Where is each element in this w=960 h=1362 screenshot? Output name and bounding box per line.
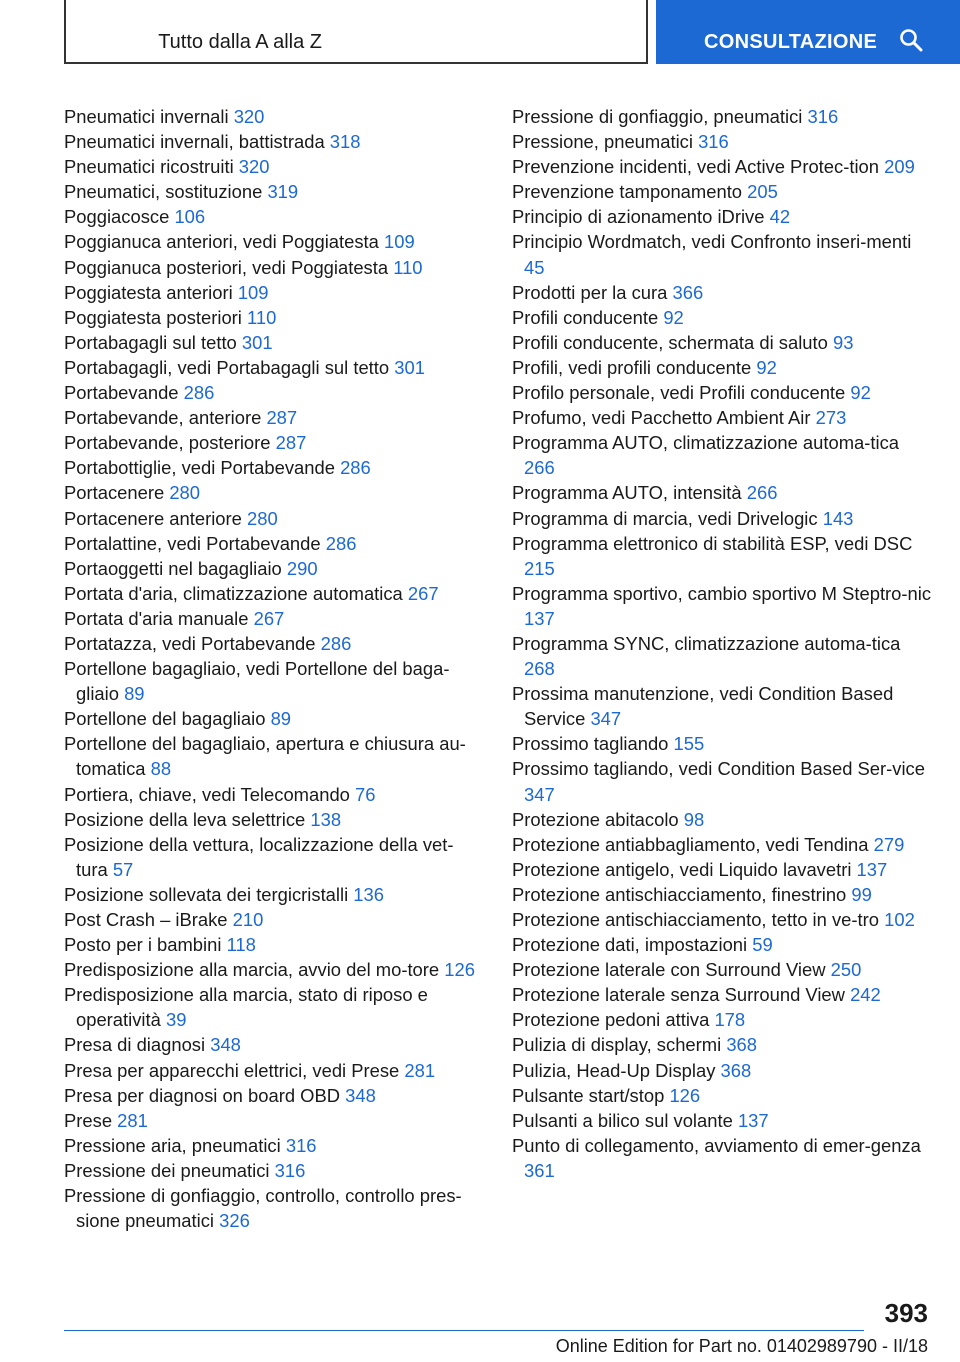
page-link[interactable]: 143 [822,507,854,529]
page-link[interactable]: 39 [165,1009,187,1031]
page-link[interactable]: 368 [726,1034,757,1056]
page-link[interactable]: 266 [746,482,778,504]
entry-text: Pressione di gonfiaggio, pneumatici [512,106,803,127]
entry-text: Portacenere anteriore [64,507,242,529]
footer-text: Online Edition for Part no. 01402989790 - II/18 [555,1336,928,1356]
index-entry [512,1058,932,1083]
footer-rule [64,1330,864,1331]
index-entry [512,907,932,932]
page-link[interactable]: 109 [384,231,415,253]
page-link[interactable]: 286 [340,457,371,479]
index-entry [512,731,932,756]
entry-text: Protezione antischiacciamento, finestrino [512,883,847,905]
page-link[interactable]: 347 [524,783,555,805]
page-link[interactable]: 267 [407,582,439,604]
index-entry [64,731,484,781]
page-link[interactable]: 348 [210,1034,241,1056]
page-link[interactable]: 318 [329,131,361,153]
entry-text: Protezione pedoni attiva [512,1009,710,1031]
entry-text: Punto di collegamento, avviamento di emer-genza [512,1134,921,1156]
page-link[interactable]: 210 [232,909,264,930]
page-link[interactable]: 92 [756,356,777,378]
page-link[interactable]: 279 [873,833,905,855]
entry-text: Portatazza, vedi Portabevande [64,632,316,654]
entry-text: Presa per apparecchi elettrici, vedi Prese [64,1059,400,1081]
page-link[interactable]: 281 [404,1059,436,1081]
entry-text: Poggiatesta posteriori [64,306,242,328]
index-entry [512,857,932,882]
index-entry [64,480,484,505]
entry-text: Portata d'aria, climatizzazione automatica [64,582,403,604]
page-link[interactable]: 42 [769,206,791,228]
tab-consultazione[interactable] [656,0,960,64]
page-link[interactable]: 290 [286,557,318,579]
page-link[interactable]: 137 [737,1109,769,1131]
index-entry [512,932,932,957]
entry-text: Protezione laterale senza Surround View [512,984,845,1006]
index-entry [512,305,932,330]
entry-text: Portata d'aria manuale [64,607,249,629]
index-entry [64,179,484,204]
entry-text: Pulsante start/stop [512,1084,665,1106]
entry-text: Programma SYNC, climatizzazione automa-tica [512,632,901,654]
entry-text: Pulizia di display, schermi [512,1034,722,1056]
page-link[interactable]: 88 [150,758,172,780]
index-entry [512,1133,932,1183]
entry-text: Poggiacosce [64,206,170,228]
index-entry [512,882,932,907]
page-link[interactable]: 319 [267,181,299,203]
entry-text: Presa di diagnosi [64,1034,206,1056]
index-entry [64,129,484,154]
entry-text: Prossima manutenzione, vedi Condition Based Service [512,683,894,730]
index-entry [512,631,932,681]
index-entry [64,380,484,405]
page-link[interactable]: 57 [112,858,134,880]
page-link[interactable]: 76 [355,783,376,805]
entry-text: Portellone del bagagliaio [64,708,266,730]
entry-text: Predisposizione alla marcia, avvio del mo-tore [64,959,440,981]
index-entry [64,556,484,581]
entry-text: Prossimo tagliando, vedi Condition Based Ser-vice [512,758,925,780]
entry-text: Poggianuca posteriori, vedi Poggiatesta [64,256,389,278]
page-link[interactable]: 301 [394,356,425,378]
index-entry [512,330,932,355]
index-entry [512,104,932,129]
entry-text: Portabevande, posteriore [64,432,271,454]
index-entry [512,229,932,279]
index-entry [64,255,484,280]
entry-text: Portalattine, vedi Portabevande [64,532,321,554]
page-link[interactable]: 215 [524,557,555,579]
page-link[interactable]: 361 [524,1159,555,1181]
entry-text: Portacenere [64,482,165,504]
page-link[interactable]: 287 [266,407,298,429]
page-link[interactable]: 366 [672,281,704,303]
entry-text: Programma AUTO, intensità [512,482,742,504]
entry-text: Pulsanti a bilico sul volante [512,1109,733,1131]
entry-text: Poggiatesta anteriori [64,281,233,303]
index-entry [512,581,932,631]
index-entry [64,1083,484,1108]
entry-text: Posto per i bambini [64,934,222,956]
entry-text: Posizione sollevata dei tergicristalli [64,883,349,905]
entry-text: Pressione aria, pneumatici [64,1134,281,1156]
page-link[interactable]: 301 [241,331,273,353]
index-entry [64,430,484,455]
index-entry [512,1032,932,1057]
index-entry [512,756,932,806]
index-entry [64,280,484,305]
entry-text: Protezione abitacolo [512,808,679,830]
entry-text: Prevenzione incidenti, vedi Active Protec-tion [512,156,879,178]
page-link[interactable]: 92 [663,306,684,328]
page-link[interactable]: 45 [524,256,545,278]
index-entry [512,204,932,229]
index-entry [64,455,484,480]
page-link[interactable]: 110 [393,256,423,278]
entry-text: Posizione della leva selettrice [64,808,306,830]
index-column-left [64,104,484,1233]
page-link[interactable]: 89 [270,708,292,730]
index-entry [512,355,932,380]
index-entry [64,631,484,656]
index-entry [512,832,932,857]
page-link[interactable]: 178 [714,1009,746,1031]
page-link[interactable]: 316 [698,131,729,153]
entry-text: Principio Wordmatch, vedi Confronto inseri-menti [512,231,912,253]
page-link[interactable]: 155 [673,733,705,755]
page-link[interactable]: 286 [320,632,352,654]
index-entry [64,1133,484,1158]
page-link[interactable]: 316 [285,1134,317,1156]
page-link[interactable]: 137 [856,858,888,880]
entry-text: Portabagagli, vedi Portabagagli sul tetto [64,356,390,378]
entry-text: Pressione dei pneumatici [64,1159,270,1181]
entry-text: Portaoggetti nel bagagliaio [64,557,282,579]
page-link[interactable]: 118 [226,934,256,956]
page-link[interactable]: 368 [720,1059,752,1081]
entry-text: Pressione, pneumatici [512,131,693,153]
entry-text: Pneumatici ricostruiti [64,156,234,178]
entry-text: Profumo, vedi Pacchetto Ambient Air [512,407,811,429]
page-link[interactable]: 348 [345,1084,376,1106]
index-entry [512,129,932,154]
entry-text: Pneumatici, sostituzione [64,181,263,203]
index-entry [512,1108,932,1133]
page-link[interactable]: 92 [850,382,871,404]
index-entry [64,104,484,129]
entry-text: Prese [64,1109,113,1131]
page-link[interactable]: 273 [815,407,847,429]
page-link[interactable]: 320 [233,106,265,127]
page-link[interactable]: 250 [830,959,862,981]
page-link[interactable]: 347 [590,708,622,730]
index-entry [512,280,932,305]
entry-text: Protezione antiabbagliamento, vedi Tendina [512,833,869,855]
index-entry [512,480,932,505]
page-link[interactable]: 242 [850,984,881,1006]
page-link[interactable]: 326 [219,1210,250,1232]
index-entry [64,832,484,882]
index-entry [64,907,484,932]
entry-text: Predisposizione alla marcia, stato di riposo e operatività [64,984,428,1031]
index-entry [512,957,932,982]
page-link[interactable]: 93 [833,331,854,353]
entry-text: Portabevande, anteriore [64,407,262,429]
index-entry [64,1183,484,1233]
entry-text: Poggianuca anteriori, vedi Poggiatesta [64,231,379,253]
entry-text: Principio di azionamento iDrive [512,206,765,228]
index-entry [64,506,484,531]
page-link[interactable]: 205 [747,181,778,203]
entry-text: Programma AUTO, climatizzazione automa-tica [512,432,900,454]
page-link[interactable]: 110 [247,306,277,328]
page-link[interactable]: 280 [169,482,201,504]
index-entry [512,982,932,1007]
entry-text: Profili, vedi profili conducente [512,356,752,378]
index-column-right [512,104,932,1183]
header-box [64,0,648,64]
index-entry [64,1058,484,1083]
page-link[interactable]: 280 [247,507,278,529]
page-link[interactable]: 106 [174,206,206,228]
index-entry [64,531,484,556]
index-entry [64,606,484,631]
index-entry [64,229,484,254]
index-entry [512,430,932,480]
index-entry [512,531,932,581]
index-entry [64,957,484,982]
page-link[interactable]: 137 [524,607,555,629]
search-icon[interactable] [899,28,923,52]
page-link[interactable]: 286 [325,532,357,554]
entry-text: Portellone del bagagliaio, apertura e chiusura au-tomatica [64,733,466,780]
page-link[interactable]: 320 [238,156,270,178]
entry-text: Portabottiglie, vedi Portabevande [64,457,335,479]
entry-text: Prevenzione tamponamento [512,181,743,203]
page-link[interactable]: 89 [124,683,145,705]
entry-text: Programma di marcia, vedi Drivelogic [512,507,818,529]
index-entry [512,179,932,204]
entry-text: Profili conducente [512,306,659,328]
index-entry [64,706,484,731]
index-entry [64,782,484,807]
page-link[interactable]: 268 [524,658,555,680]
index-entry [64,330,484,355]
page-link[interactable]: 99 [851,883,872,905]
index-entry [64,1032,484,1057]
page-link[interactable]: 109 [237,281,269,303]
entry-text: Portellone bagagliaio, vedi Portellone del baga-gliaio [64,658,450,705]
page-link[interactable]: 209 [884,156,915,178]
entry-text: Protezione laterale con Surround View [512,959,826,981]
page-link[interactable]: 287 [275,432,307,454]
entry-text: Pneumatici invernali [64,106,229,127]
entry-text: Prossimo tagliando [512,733,669,755]
page-link[interactable]: 126 [669,1084,701,1106]
index-entry [512,405,932,430]
page-link[interactable]: 266 [524,457,555,479]
index-entry [512,807,932,832]
index-entry [64,581,484,606]
index-entry [64,1108,484,1133]
entry-text: Programma elettronico di stabilità ESP, vedi DSC [512,532,913,554]
index-entry [512,1083,932,1108]
index-entry [64,305,484,330]
index-entry [64,882,484,907]
entry-text: Portabagagli sul tetto [64,331,237,353]
page-link[interactable]: 267 [253,607,285,629]
entry-text: Post Crash – iBrake [64,909,228,930]
page-link[interactable]: 316 [807,106,839,127]
index-entry [64,982,484,1032]
entry-text: Pulizia, Head-Up Display [512,1059,716,1081]
page-link[interactable]: 138 [310,808,342,830]
index-entry [512,154,932,179]
entry-text: Presa per diagnosi on board OBD [64,1084,341,1106]
index-entry [64,154,484,179]
entry-text: Protezione dati, impostazioni [512,934,748,956]
entry-text: Programma sportivo, cambio sportivo M Steptro-nic [512,582,932,604]
entry-text: Profili conducente, schermata di saluto [512,331,828,353]
index-entry [64,1158,484,1183]
entry-text: Portabevande [64,382,179,404]
page-link[interactable]: 98 [683,808,705,830]
entry-text: Portiera, chiave, vedi Telecomando [64,783,350,805]
entry-text: Protezione antigelo, vedi Liquido lavavetri [512,858,852,880]
index-entry [512,506,932,531]
page-number: 393 [884,1298,928,1328]
entry-text: Pressione di gonfiaggio, controllo, controllo pres-sione pneumatici [64,1185,462,1232]
page-link[interactable]: 126 [444,959,475,981]
index-entry [64,204,484,229]
index-entry [64,405,484,430]
entry-text: Protezione antischiacciamento, tetto in ve-tro [512,909,879,930]
page-link[interactable]: 316 [274,1159,306,1181]
entry-text: Prodotti per la cura [512,281,668,303]
index-entry [512,681,932,731]
index-entry [64,656,484,706]
tab-label: CONSULTAZIONE [704,31,878,53]
entry-text: Pneumatici invernali, battistrada [64,131,325,153]
entry-text: Profilo personale, vedi Profili conducente [512,382,846,404]
index-entry [64,807,484,832]
page-link[interactable]: 136 [353,883,384,905]
page-link[interactable]: 102 [884,909,915,930]
page-link[interactable]: 281 [117,1109,148,1131]
index-entry [512,380,932,405]
entry-text: Posizione della vettura, localizzazione della vet-tura [64,833,454,880]
page-link[interactable]: 59 [752,934,773,956]
index-entry [64,932,484,957]
section-title: Tutto dalla A alla Z [158,31,322,53]
page-link[interactable]: 286 [183,382,215,404]
index-entry [512,1007,932,1032]
index-entry [64,355,484,380]
